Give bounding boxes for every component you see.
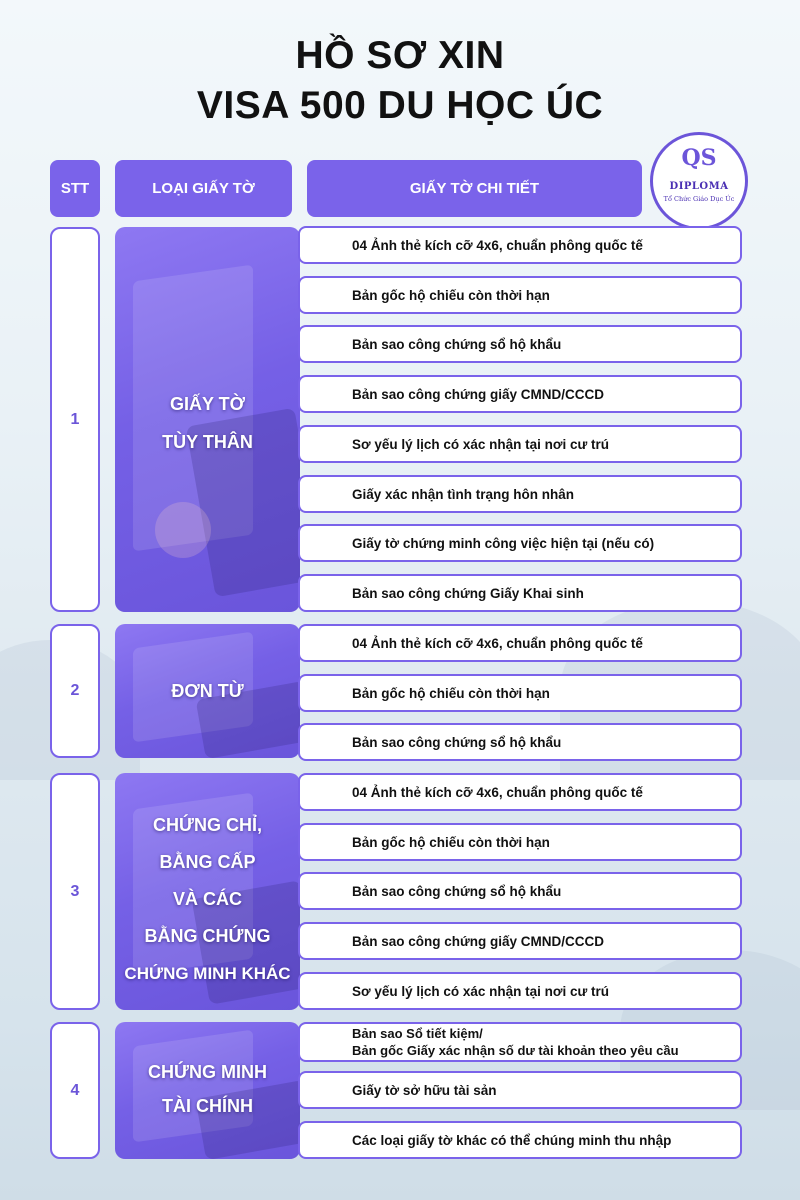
document-item: Sơ yếu lý lịch có xác nhận tại nơi cư trú <box>298 972 742 1010</box>
document-item: 04 Ảnh thẻ kích cỡ 4x6, chuẩn phông quốc tế <box>298 624 742 662</box>
document-item: Sơ yếu lý lịch có xác nhận tại nơi cư trú <box>298 425 742 463</box>
logo-name: DIPLOMA <box>669 181 729 192</box>
logo-tagline: Tổ Chức Giáo Dục Úc <box>663 195 735 203</box>
document-item: Bản sao công chứng sổ hộ khẩu <box>298 872 742 910</box>
row-number: 2 <box>50 624 100 758</box>
category-label: CHỨNG MINH TÀI CHÍNH <box>148 1062 267 1116</box>
page-title-line-2: VISA 500 DU HỌC ÚC <box>196 84 604 127</box>
document-item: Bản sao Sổ tiết kiệm/ Bản gốc Giấy xác nhận số dư tài khoản theo yêu cầu <box>298 1022 742 1062</box>
category-label: GIẤY TỜ TÙY THÂN <box>162 394 253 452</box>
document-item: Bản sao công chứng giấy CMND/CCCD <box>298 375 742 413</box>
document-item: Bản gốc hộ chiếu còn thời hạn <box>298 823 742 861</box>
row-number: 4 <box>50 1022 100 1159</box>
header-details: GIẤY TỜ CHI TIẾT <box>307 160 642 217</box>
document-item: Bản sao công chứng giấy CMND/CCCD <box>298 922 742 960</box>
header-category: LOẠI GIẤY TỜ <box>115 160 292 217</box>
document-item: Bản sao công chứng sổ hộ khẩu <box>298 325 742 363</box>
document-item: Giấy xác nhận tình trạng hôn nhân <box>298 475 742 513</box>
page-title-line-1: HỒ SƠ XIN <box>295 34 505 77</box>
category-panel-financial-proof <box>115 1022 300 1159</box>
document-item: 04 Ảnh thẻ kích cỡ 4x6, chuẩn phông quốc tế <box>298 773 742 811</box>
document-item: Bản sao công chứng Giấy Khai sinh <box>298 574 742 612</box>
category-panel-personal-documents <box>115 227 300 612</box>
document-item: Giấy tờ sở hữu tài sản <box>298 1071 742 1109</box>
row-number: 1 <box>50 227 100 612</box>
diploma-logo <box>650 132 748 230</box>
category-label: CHỨNG CHỈ, BẰNG CẤP VÀ CÁC BẰNG CHỨNG CHỨNG MINH KHÁC <box>124 815 291 983</box>
logo-mark: QS <box>681 145 717 171</box>
document-item: Bản gốc hộ chiếu còn thời hạn <box>298 276 742 314</box>
category-label: ĐƠN TỪ <box>171 681 244 701</box>
document-item: Bản gốc hộ chiếu còn thời hạn <box>298 674 742 712</box>
document-item: Giấy tờ chứng minh công việc hiện tại (nếu có) <box>298 524 742 562</box>
header-stt: STT <box>50 160 100 217</box>
category-panel-applications <box>115 624 300 758</box>
document-item: Bản sao công chứng sổ hộ khẩu <box>298 723 742 761</box>
row-number: 3 <box>50 773 100 1010</box>
category-panel-certificates <box>115 773 300 1010</box>
document-item: 04 Ảnh thẻ kích cỡ 4x6, chuẩn phông quốc tế <box>298 226 742 264</box>
person-illustration <box>155 502 211 558</box>
document-item: Các loại giấy tờ khác có thể chúng minh thu nhập <box>298 1121 742 1159</box>
